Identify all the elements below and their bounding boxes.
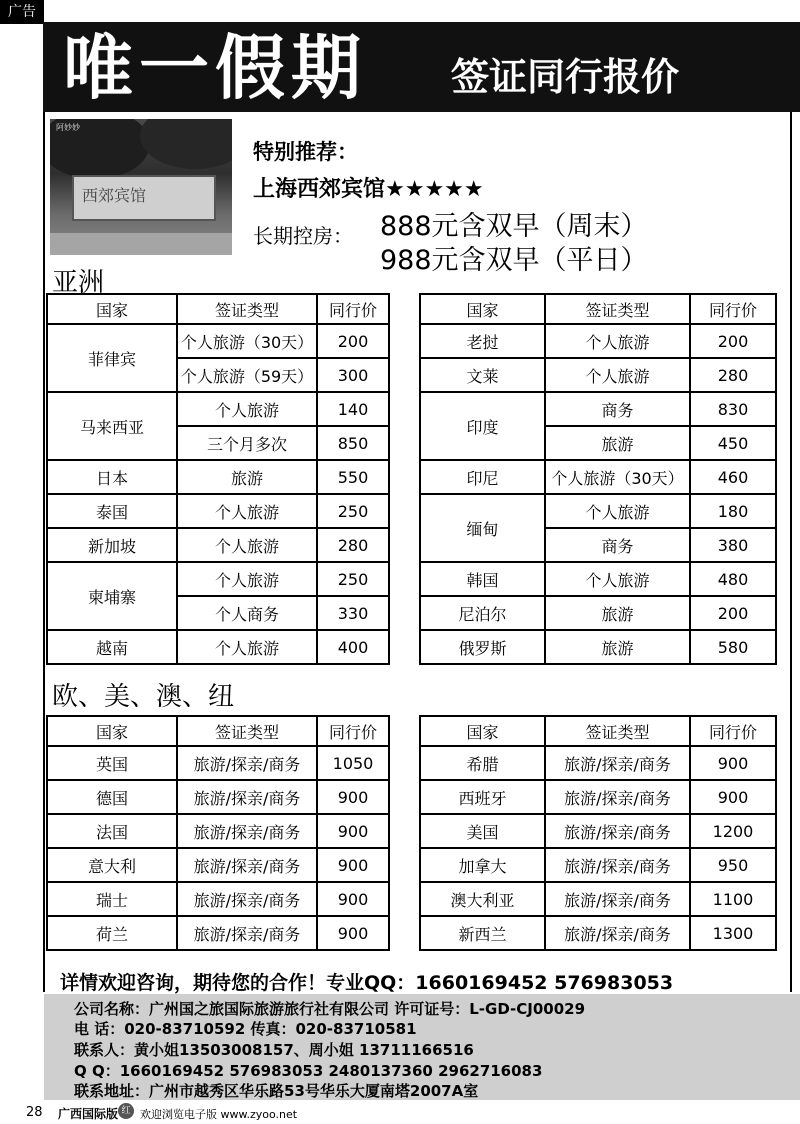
column-header: 同行价 <box>317 716 389 746</box>
price-cell: 900 <box>317 916 389 950</box>
visa-type-cell: 旅游/探亲/商务 <box>177 882 317 916</box>
visa-type-cell: 旅游/探亲/商务 <box>545 780 690 814</box>
recommend-label: 长期控房： <box>253 224 353 248</box>
price-cell: 830 <box>690 392 776 426</box>
table-row <box>420 848 776 882</box>
column-header: 签证类型 <box>177 716 317 746</box>
visa-type-cell: 旅游/探亲/商务 <box>545 848 690 882</box>
table-row <box>420 324 776 358</box>
price-cell: 900 <box>690 780 776 814</box>
visa-type-cell: 旅游 <box>545 596 690 630</box>
west-visa-table-left <box>46 715 390 951</box>
contact-cta: 详情欢迎咨询，期待您的合作！专业QQ：1660169452 576983053 <box>60 972 674 994</box>
country-cell: 印度 <box>420 392 545 460</box>
price-cell: 280 <box>690 358 776 392</box>
asia-visa-table-right <box>419 293 777 665</box>
table-header-row <box>47 294 389 324</box>
visa-type-cell: 旅游/探亲/商务 <box>177 848 317 882</box>
table-row <box>47 460 389 494</box>
country-cell: 新加坡 <box>47 528 177 562</box>
table-row <box>420 494 776 528</box>
visa-type-cell: 商务 <box>545 392 690 426</box>
table-row <box>47 746 389 780</box>
column-header: 国家 <box>47 294 177 324</box>
photo-tree <box>140 119 232 169</box>
country-cell: 法国 <box>47 814 177 848</box>
country-cell: 加拿大 <box>420 848 545 882</box>
country-cell: 俄罗斯 <box>420 630 545 664</box>
country-cell: 瑞士 <box>47 882 177 916</box>
company-name: 公司名称：广州国之旅国际旅游旅行社有限公司 许可证号：L-GD-CJ00029 <box>74 1000 586 1018</box>
price-cell: 1050 <box>317 746 389 780</box>
price-cell: 200 <box>317 324 389 358</box>
country-cell: 德国 <box>47 780 177 814</box>
price-cell: 900 <box>317 882 389 916</box>
table-row <box>47 814 389 848</box>
column-header: 同行价 <box>690 294 776 324</box>
column-header: 签证类型 <box>177 294 317 324</box>
visa-type-cell: 个人旅游 <box>177 562 317 596</box>
visa-type-cell: 个人旅游 <box>545 324 690 358</box>
table-row <box>420 780 776 814</box>
table-row <box>47 392 389 426</box>
country-cell: 缅甸 <box>420 494 545 562</box>
visa-type-cell: 个人旅游 <box>545 562 690 596</box>
visa-type-cell: 旅游 <box>177 460 317 494</box>
table-row <box>420 460 776 494</box>
header-subtitle: 签证同行报价 <box>451 55 680 99</box>
table-row <box>47 630 389 664</box>
price-cell: 450 <box>690 426 776 460</box>
visa-type-cell: 个人商务 <box>177 596 317 630</box>
country-cell: 西班牙 <box>420 780 545 814</box>
photo-sign <box>72 175 216 221</box>
company-info-footer <box>44 994 800 1100</box>
country-cell: 越南 <box>47 630 177 664</box>
table-row <box>47 780 389 814</box>
column-header: 国家 <box>420 716 545 746</box>
visa-type-cell: 个人旅游 <box>177 630 317 664</box>
price-cell: 900 <box>317 848 389 882</box>
price-cell: 900 <box>317 814 389 848</box>
photo-ground <box>50 233 232 255</box>
photo-caption: 阿妙妙 <box>56 123 80 132</box>
country-cell: 荷兰 <box>47 916 177 950</box>
price-cell: 380 <box>690 528 776 562</box>
price-cell: 550 <box>317 460 389 494</box>
company-qq: Q Q：1660169452 576983053 2480137360 2962716083 <box>74 1062 543 1080</box>
visa-type-cell: 旅游/探亲/商务 <box>177 916 317 950</box>
country-cell: 印尼 <box>420 460 545 494</box>
country-cell: 老挝 <box>420 324 545 358</box>
table-row <box>47 882 389 916</box>
magazine-logo-icon: 红 <box>118 1103 134 1119</box>
company-phone: 电 话：020-83710592 传真：020-83710581 <box>74 1020 417 1038</box>
column-header: 同行价 <box>690 716 776 746</box>
table-header-row <box>420 294 776 324</box>
column-header: 国家 <box>420 294 545 324</box>
page-number: 28 <box>26 1105 43 1120</box>
price-cell: 460 <box>690 460 776 494</box>
column-header: 签证类型 <box>545 716 690 746</box>
table-row <box>420 562 776 596</box>
asia-visa-table-left <box>46 293 390 665</box>
table-row <box>47 916 389 950</box>
table-row <box>47 848 389 882</box>
visa-type-cell: 旅游/探亲/商务 <box>545 746 690 780</box>
section-title-west: 欧、美、澳、纽 <box>52 682 235 712</box>
country-cell: 文莱 <box>420 358 545 392</box>
price-cell: 1300 <box>690 916 776 950</box>
visa-type-cell: 个人旅游 <box>545 358 690 392</box>
table-row <box>47 324 389 358</box>
west-visa-table-right <box>419 715 777 951</box>
price-cell: 200 <box>690 324 776 358</box>
magazine-url[interactable]: 欢迎浏览电子版 www.zyoo.net <box>140 1108 298 1121</box>
country-cell: 希腊 <box>420 746 545 780</box>
visa-type-cell: 旅游/探亲/商务 <box>545 882 690 916</box>
price-cell: 1100 <box>690 882 776 916</box>
header-banner <box>43 22 800 112</box>
country-cell: 柬埔寨 <box>47 562 177 630</box>
table-row <box>420 630 776 664</box>
price-cell: 300 <box>317 358 389 392</box>
table-row <box>47 528 389 562</box>
visa-type-cell: 三个月多次 <box>177 426 317 460</box>
table-row <box>47 494 389 528</box>
table-row <box>420 882 776 916</box>
table-row <box>420 358 776 392</box>
column-header: 国家 <box>47 716 177 746</box>
photo-sign-text: 西郊宾馆 <box>82 186 147 205</box>
table-row <box>47 562 389 596</box>
price-cell: 140 <box>317 392 389 426</box>
table-row <box>420 814 776 848</box>
visa-type-cell: 个人旅游（30天） <box>545 460 690 494</box>
page-footer <box>0 1100 800 1124</box>
visa-type-cell: 旅游/探亲/商务 <box>177 814 317 848</box>
table-row <box>420 392 776 426</box>
price-cell: 400 <box>317 630 389 664</box>
country-cell: 美国 <box>420 814 545 848</box>
visa-type-cell: 旅游/探亲/商务 <box>177 746 317 780</box>
price-cell: 330 <box>317 596 389 630</box>
table-header-row <box>420 716 776 746</box>
price-cell: 950 <box>690 848 776 882</box>
hotel-photo <box>50 119 232 255</box>
visa-type-cell: 旅游 <box>545 426 690 460</box>
country-cell: 日本 <box>47 460 177 494</box>
country-cell: 马来西亚 <box>47 392 177 460</box>
column-header: 同行价 <box>317 294 389 324</box>
table-row <box>420 746 776 780</box>
price-cell: 200 <box>690 596 776 630</box>
country-cell: 意大利 <box>47 848 177 882</box>
visa-type-cell: 个人旅游 <box>177 528 317 562</box>
price-cell: 480 <box>690 562 776 596</box>
magazine-name: 广西国际版 <box>58 1107 119 1121</box>
country-cell: 澳大利亚 <box>420 882 545 916</box>
visa-type-cell: 个人旅游 <box>177 494 317 528</box>
visa-type-cell: 个人旅游（59天） <box>177 358 317 392</box>
visa-type-cell: 旅游/探亲/商务 <box>177 780 317 814</box>
price-cell: 900 <box>317 780 389 814</box>
visa-type-cell: 个人旅游 <box>545 494 690 528</box>
brand-title: 唯一假期 <box>63 26 367 109</box>
country-cell: 尼泊尔 <box>420 596 545 630</box>
visa-type-cell: 旅游/探亲/商务 <box>545 916 690 950</box>
recommend-title: 特别推荐： <box>253 140 358 164</box>
price-cell: 900 <box>690 746 776 780</box>
table-row <box>420 916 776 950</box>
country-cell: 泰国 <box>47 494 177 528</box>
price-cell: 180 <box>690 494 776 528</box>
company-address: 联系地址：广州市越秀区华乐路53号华乐大厦南塔2007A室 <box>74 1082 479 1100</box>
country-cell: 菲律宾 <box>47 324 177 392</box>
column-header: 签证类型 <box>545 294 690 324</box>
price-cell: 1200 <box>690 814 776 848</box>
company-contact: 联系人：黄小姐13503008157、周小姐 13711166516 <box>74 1041 474 1059</box>
price-cell: 250 <box>317 562 389 596</box>
table-row <box>420 596 776 630</box>
country-cell: 新西兰 <box>420 916 545 950</box>
visa-type-cell: 个人旅游（30天） <box>177 324 317 358</box>
country-cell: 英国 <box>47 746 177 780</box>
visa-type-cell: 旅游 <box>545 630 690 664</box>
price-cell: 250 <box>317 494 389 528</box>
price-cell: 580 <box>690 630 776 664</box>
country-cell: 韩国 <box>420 562 545 596</box>
recommend-hotel: 上海西郊宾馆★★★★★ <box>253 177 484 202</box>
visa-type-cell: 个人旅游 <box>177 392 317 426</box>
ad-tag: 广告 <box>0 0 44 24</box>
recommend-price-weekday: 988元含双早（平日） <box>380 245 648 276</box>
price-cell: 280 <box>317 528 389 562</box>
visa-type-cell: 旅游/探亲/商务 <box>545 814 690 848</box>
table-header-row <box>47 716 389 746</box>
section-title-asia: 亚洲 <box>52 268 105 298</box>
price-cell: 850 <box>317 426 389 460</box>
visa-type-cell: 商务 <box>545 528 690 562</box>
recommend-price-weekend: 888元含双早（周末） <box>380 211 648 242</box>
